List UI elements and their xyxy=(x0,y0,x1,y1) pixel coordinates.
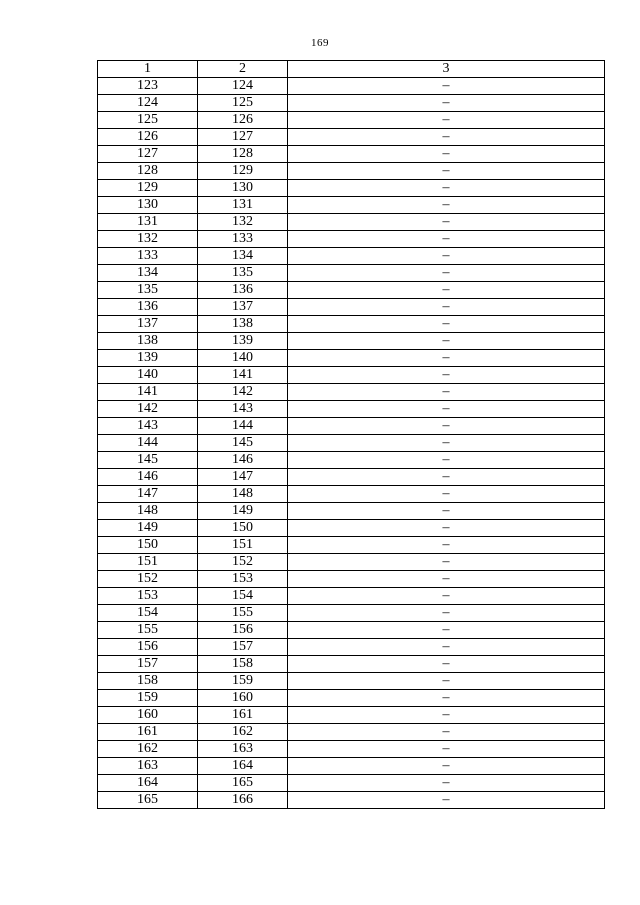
table-cell-col-1: 147 xyxy=(98,486,198,503)
table-cell-col-2: 132 xyxy=(198,214,288,231)
table-cell-col-1: 155 xyxy=(98,622,198,639)
table-cell-col-1: 165 xyxy=(98,792,198,809)
table-cell-col-1: 157 xyxy=(98,656,198,673)
table-row xyxy=(98,758,605,775)
table-row xyxy=(98,435,605,452)
table-cell-col-3: – xyxy=(288,588,605,605)
table-cell-col-1: 164 xyxy=(98,775,198,792)
table-cell-col-3: – xyxy=(288,316,605,333)
table-row xyxy=(98,333,605,350)
table-cell-col-2: 142 xyxy=(198,384,288,401)
table-row xyxy=(98,248,605,265)
table-row xyxy=(98,452,605,469)
table-cell-col-2: 125 xyxy=(198,95,288,112)
table-cell-col-2: 128 xyxy=(198,146,288,163)
table-cell-col-3: – xyxy=(288,707,605,724)
table-row xyxy=(98,367,605,384)
table-row xyxy=(98,554,605,571)
table-cell-col-3: – xyxy=(288,554,605,571)
table-cell-col-1: 123 xyxy=(98,78,198,95)
table-cell-col-1: 153 xyxy=(98,588,198,605)
table-cell-col-2: 138 xyxy=(198,316,288,333)
table-row xyxy=(98,350,605,367)
table-cell-col-2: 140 xyxy=(198,350,288,367)
table-row xyxy=(98,316,605,333)
table-cell-col-3: – xyxy=(288,690,605,707)
table-cell-col-1: 151 xyxy=(98,554,198,571)
table-cell-col-2: 135 xyxy=(198,265,288,282)
table-row xyxy=(98,707,605,724)
table-cell-col-2: 129 xyxy=(198,163,288,180)
table-cell-col-1: 129 xyxy=(98,180,198,197)
table-cell-col-2: 144 xyxy=(198,418,288,435)
table-cell-col-1: 152 xyxy=(98,571,198,588)
table-cell-col-3: – xyxy=(288,486,605,503)
table-row xyxy=(98,146,605,163)
table-row xyxy=(98,299,605,316)
table-cell-col-3: – xyxy=(288,724,605,741)
table-cell-col-2: 124 xyxy=(198,78,288,95)
table-cell-col-1: 146 xyxy=(98,469,198,486)
table-row xyxy=(98,418,605,435)
table-cell-col-3: – xyxy=(288,197,605,214)
table-row xyxy=(98,690,605,707)
table-cell-col-1: 161 xyxy=(98,724,198,741)
table-row xyxy=(98,486,605,503)
table-row xyxy=(98,384,605,401)
table-cell-col-1: 159 xyxy=(98,690,198,707)
table-row xyxy=(98,520,605,537)
table-row xyxy=(98,469,605,486)
table-cell-col-3: – xyxy=(288,792,605,809)
table-cell-col-2: 126 xyxy=(198,112,288,129)
table-row xyxy=(98,180,605,197)
table-row xyxy=(98,112,605,129)
table-cell-col-2: 158 xyxy=(198,656,288,673)
table-cell-col-1: 125 xyxy=(98,112,198,129)
table-cell-col-3: – xyxy=(288,469,605,486)
table-cell-col-2: 141 xyxy=(198,367,288,384)
table-cell-col-1: 128 xyxy=(98,163,198,180)
table-cell-col-2: 137 xyxy=(198,299,288,316)
table-cell-col-3: – xyxy=(288,452,605,469)
table-row xyxy=(98,792,605,809)
table-cell-col-1: 124 xyxy=(98,95,198,112)
table-cell-col-1: 126 xyxy=(98,129,198,146)
table-cell-col-2: 153 xyxy=(198,571,288,588)
table-row xyxy=(98,639,605,656)
table-cell-col-3: – xyxy=(288,639,605,656)
table-cell-col-3: – xyxy=(288,350,605,367)
table-cell-col-1: 139 xyxy=(98,350,198,367)
table-cell-col-2: 164 xyxy=(198,758,288,775)
table-row xyxy=(98,265,605,282)
table-cell-col-2: 159 xyxy=(198,673,288,690)
table-cell-col-3: – xyxy=(288,418,605,435)
table-row xyxy=(98,282,605,299)
table-cell-col-1: 148 xyxy=(98,503,198,520)
table-cell-col-1: 156 xyxy=(98,639,198,656)
table-cell-col-3: – xyxy=(288,333,605,350)
table-row xyxy=(98,622,605,639)
table-cell-col-3: – xyxy=(288,656,605,673)
table-cell-col-3: – xyxy=(288,163,605,180)
table-cell-col-2: 145 xyxy=(198,435,288,452)
table-cell-col-3: – xyxy=(288,214,605,231)
table-cell-col-1: 131 xyxy=(98,214,198,231)
table-body xyxy=(98,78,605,809)
table-cell-col-2: 162 xyxy=(198,724,288,741)
table-cell-col-1: 158 xyxy=(98,673,198,690)
table-cell-col-1: 127 xyxy=(98,146,198,163)
table-row xyxy=(98,656,605,673)
table-row xyxy=(98,503,605,520)
table-cell-col-3: – xyxy=(288,129,605,146)
table-cell-col-3: – xyxy=(288,503,605,520)
column-header-2: 2 xyxy=(198,61,288,78)
column-header-1: 1 xyxy=(98,61,198,78)
table-cell-col-2: 136 xyxy=(198,282,288,299)
table-row xyxy=(98,231,605,248)
table-cell-col-3: – xyxy=(288,435,605,452)
table-cell-col-3: – xyxy=(288,741,605,758)
table-cell-col-3: – xyxy=(288,231,605,248)
table-cell-col-2: 130 xyxy=(198,180,288,197)
table-cell-col-3: – xyxy=(288,299,605,316)
table-cell-col-2: 147 xyxy=(198,469,288,486)
table-cell-col-3: – xyxy=(288,571,605,588)
table-cell-col-3: – xyxy=(288,520,605,537)
table-row xyxy=(98,741,605,758)
table-cell-col-2: 131 xyxy=(198,197,288,214)
table-cell-col-2: 134 xyxy=(198,248,288,265)
table-cell-col-1: 144 xyxy=(98,435,198,452)
table-cell-col-1: 154 xyxy=(98,605,198,622)
table-row xyxy=(98,163,605,180)
table-cell-col-2: 152 xyxy=(198,554,288,571)
header-row xyxy=(98,61,605,78)
table-cell-col-1: 142 xyxy=(98,401,198,418)
table-cell-col-2: 149 xyxy=(198,503,288,520)
table-row xyxy=(98,724,605,741)
table-cell-col-2: 157 xyxy=(198,639,288,656)
table-cell-col-1: 138 xyxy=(98,333,198,350)
table-cell-col-2: 156 xyxy=(198,622,288,639)
table-cell-col-2: 161 xyxy=(198,707,288,724)
table-cell-col-2: 155 xyxy=(198,605,288,622)
table-cell-col-3: – xyxy=(288,248,605,265)
table-cell-col-3: – xyxy=(288,401,605,418)
table-cell-col-2: 166 xyxy=(198,792,288,809)
table-cell-col-1: 132 xyxy=(98,231,198,248)
table-cell-col-1: 145 xyxy=(98,452,198,469)
page-number: 169 xyxy=(311,37,329,49)
column-header-3: 3 xyxy=(288,61,605,78)
table-row xyxy=(98,605,605,622)
table-cell-col-3: – xyxy=(288,758,605,775)
table-cell-col-3: – xyxy=(288,282,605,299)
table-cell-col-3: – xyxy=(288,265,605,282)
table-cell-col-2: 160 xyxy=(198,690,288,707)
table-cell-col-1: 150 xyxy=(98,537,198,554)
table-row xyxy=(98,197,605,214)
table-header xyxy=(98,61,605,78)
table-cell-col-2: 154 xyxy=(198,588,288,605)
table-cell-col-1: 130 xyxy=(98,197,198,214)
table-cell-col-2: 150 xyxy=(198,520,288,537)
table-cell-col-2: 127 xyxy=(198,129,288,146)
table-cell-col-3: – xyxy=(288,605,605,622)
table-cell-col-2: 133 xyxy=(198,231,288,248)
table-cell-col-1: 149 xyxy=(98,520,198,537)
data-table xyxy=(97,60,605,809)
table-cell-col-1: 136 xyxy=(98,299,198,316)
table-cell-col-2: 143 xyxy=(198,401,288,418)
table-cell-col-3: – xyxy=(288,622,605,639)
table-cell-col-2: 148 xyxy=(198,486,288,503)
table-cell-col-3: – xyxy=(288,775,605,792)
table-cell-col-1: 137 xyxy=(98,316,198,333)
table-cell-col-1: 135 xyxy=(98,282,198,299)
table-cell-col-3: – xyxy=(288,537,605,554)
table-cell-col-3: – xyxy=(288,95,605,112)
table-row xyxy=(98,214,605,231)
table-row xyxy=(98,95,605,112)
table-cell-col-2: 146 xyxy=(198,452,288,469)
table-cell-col-1: 140 xyxy=(98,367,198,384)
table-cell-col-3: – xyxy=(288,78,605,95)
table-cell-col-3: – xyxy=(288,112,605,129)
table-cell-col-1: 134 xyxy=(98,265,198,282)
table-row xyxy=(98,571,605,588)
table-row xyxy=(98,537,605,554)
table-cell-col-3: – xyxy=(288,180,605,197)
table-cell-col-2: 163 xyxy=(198,741,288,758)
table-cell-col-1: 133 xyxy=(98,248,198,265)
table-cell-col-3: – xyxy=(288,673,605,690)
table-cell-col-2: 165 xyxy=(198,775,288,792)
table-cell-col-1: 163 xyxy=(98,758,198,775)
table-cell-col-3: – xyxy=(288,384,605,401)
table-row xyxy=(98,673,605,690)
table-row xyxy=(98,129,605,146)
table-row xyxy=(98,401,605,418)
table-cell-col-1: 141 xyxy=(98,384,198,401)
table-cell-col-1: 160 xyxy=(98,707,198,724)
table-cell-col-1: 162 xyxy=(98,741,198,758)
table-row xyxy=(98,78,605,95)
table-cell-col-1: 143 xyxy=(98,418,198,435)
table-cell-col-2: 151 xyxy=(198,537,288,554)
table-cell-col-2: 139 xyxy=(198,333,288,350)
table-row xyxy=(98,775,605,792)
table-cell-col-3: – xyxy=(288,146,605,163)
table-cell-col-3: – xyxy=(288,367,605,384)
table-row xyxy=(98,588,605,605)
